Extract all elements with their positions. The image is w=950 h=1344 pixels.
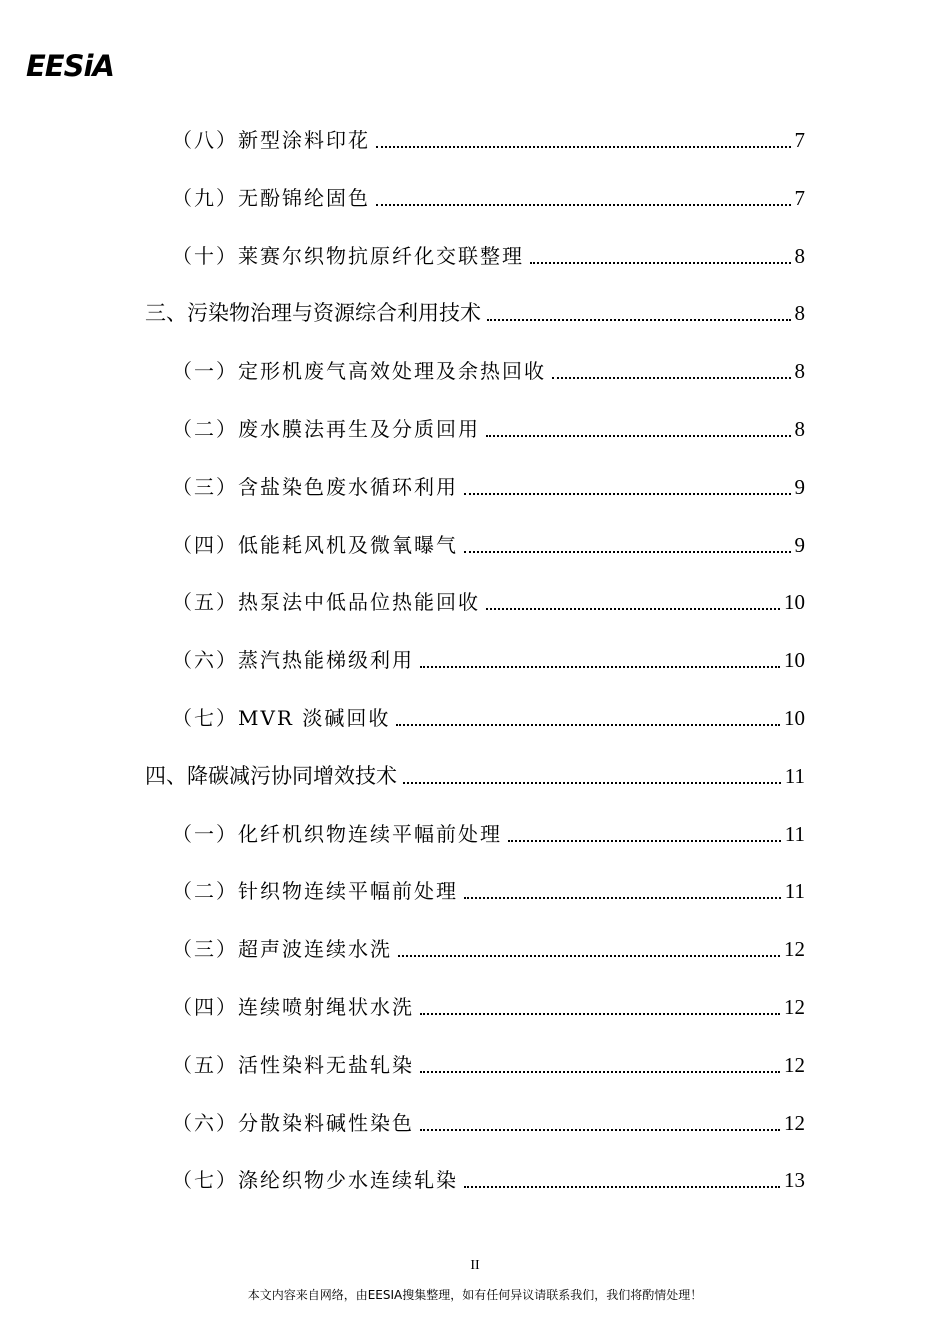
toc-entry-label: （七）MVR 淡碱回收 [172,706,391,730]
toc-entry-page: 8 [794,359,805,384]
toc-entry-label: （六）分散染料碱性染色 [172,1110,414,1135]
toc-entry-page: 10 [784,648,805,673]
toc-dot-leader [376,204,791,206]
toc-dot-leader [403,782,781,784]
toc-entry-page: 8 [794,243,805,268]
toc-subsection-entry[interactable] [172,587,805,617]
toc-dot-leader [396,724,780,726]
toc-subsection-entry[interactable] [172,472,805,502]
toc-dot-leader [464,493,791,495]
toc-dot-leader [552,377,791,379]
toc-subsection-entry[interactable] [172,125,805,155]
toc-entry-page: 12 [784,1052,805,1077]
toc-dot-leader [487,319,791,321]
toc-dot-leader [464,1186,780,1188]
toc-subsection-entry[interactable] [172,356,805,386]
toc-dot-leader [464,897,781,899]
toc-entry-page: 10 [784,590,805,615]
toc-dot-leader [420,1013,780,1015]
toc-entry-label: （二）废水膜法再生及分质回用 [172,417,480,441]
toc-dot-leader [508,840,781,842]
toc-section-entry[interactable] [145,298,805,328]
toc-entry-label: （四）低能耗风机及微氧曝气 [172,532,458,557]
toc-subsection-entry[interactable] [172,183,805,213]
toc-dot-leader [486,435,791,437]
toc-entry-label: （一）化纤机织物连续平幅前处理 [172,821,502,846]
toc-dot-leader [464,551,791,553]
toc-dot-leader [398,955,780,957]
toc-entry-label: （九）无酚锦纶固色 [172,185,370,210]
toc-entry-label: （二）针织物连续平幅前处理 [172,879,458,904]
toc-subsection-entry[interactable] [172,703,805,733]
toc-entry-page: 10 [784,706,805,730]
toc-entry-page: 13 [784,1168,805,1193]
toc-entry-label: （五）热泵法中低品位热能回收 [172,590,480,615]
toc-subsection-entry[interactable] [172,1050,805,1080]
toc-dot-leader [420,1071,780,1073]
toc-section-entry[interactable] [145,761,805,791]
eesia-logo: EESiA [26,49,114,83]
toc-subsection-entry[interactable] [172,992,805,1022]
footer-note: 本文内容来自网络，由EESIA搜集整理，如有任何异议请联系我们，我们将酌情处理！ [247,1288,703,1302]
toc-entry-label: （六）蒸汽热能梯级利用 [172,648,414,673]
toc-subsection-entry[interactable] [172,1108,805,1138]
toc-entry-label: （八）新型涂料印花 [172,128,370,152]
toc-dot-leader [420,1129,780,1131]
toc-subsection-entry[interactable] [172,530,805,560]
page-number: II [470,1258,480,1273]
toc-entry-page: 8 [794,417,805,441]
toc-entry-page: 11 [784,879,805,904]
toc-subsection-entry[interactable] [172,414,805,444]
toc-entry-page: 11 [784,821,805,846]
toc-entry-page: 7 [794,185,805,210]
toc-entry-page: 9 [794,474,805,499]
toc-subsection-entry[interactable] [172,645,805,675]
toc-subsection-entry[interactable] [172,876,805,906]
toc-entry-page: 8 [794,301,805,326]
toc-subsection-entry[interactable] [172,241,805,271]
toc-subsection-entry[interactable] [172,934,805,964]
toc-entry-label: 三、污染物治理与资源综合利用技术 [145,301,481,326]
toc-dot-leader [420,666,780,668]
toc-entry-page: 7 [794,128,805,152]
toc-entry-label: （四）连续喷射绳状水洗 [172,995,414,1019]
toc-dot-leader [486,608,780,610]
toc-entry-label: （七）涤纶织物少水连续轧染 [172,1168,458,1193]
toc-entry-label: （一）定形机废气高效处理及余热回收 [172,359,546,384]
toc-entry-label: （三）含盐染色废水循环利用 [172,474,458,499]
toc-entry-page: 12 [784,1110,805,1135]
toc-entry-page: 12 [784,995,805,1019]
toc-entry-label: 四、降碳减污协同增效技术 [145,763,397,788]
toc-entry-label: （五）活性染料无盐轧染 [172,1052,414,1077]
toc-dot-leader [376,146,791,148]
toc-subsection-entry[interactable] [172,1165,805,1195]
toc-entry-page: 9 [794,532,805,557]
toc-dot-leader [530,262,791,264]
toc-entry-page: 11 [784,763,805,788]
toc-entry-page: 12 [784,937,805,962]
toc-entry-label: （十）莱赛尔织物抗原纤化交联整理 [172,243,524,268]
toc-entry-label: （三）超声波连续水洗 [172,937,392,962]
toc-subsection-entry[interactable] [172,819,805,849]
